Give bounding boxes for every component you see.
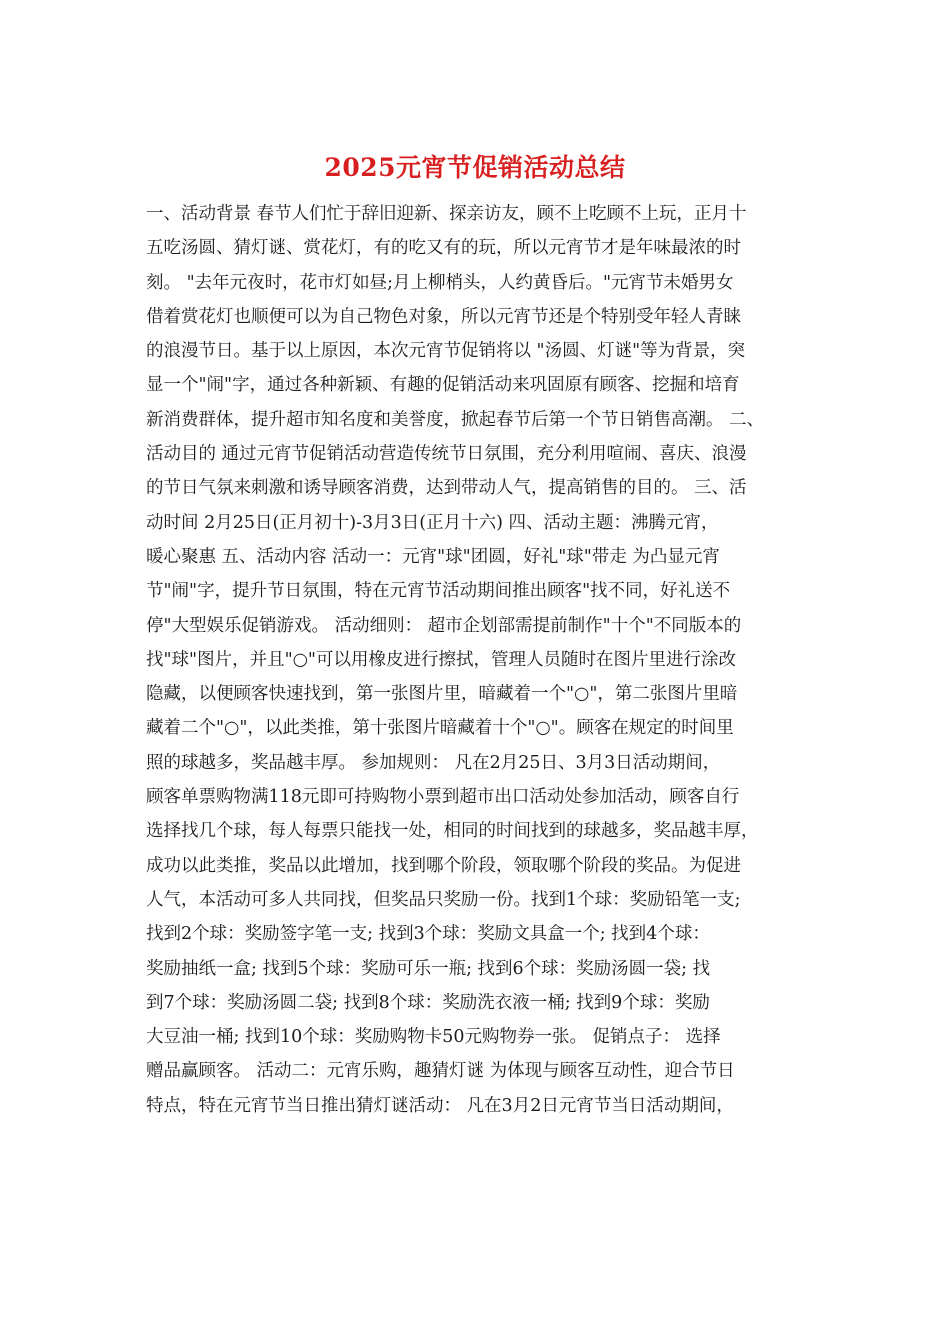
body-line: 的节日气氛来刺激和诱导顾客消费，达到带动人气，提高销售的目的。 三、活 bbox=[146, 478, 747, 499]
body-line: 到7个球：奖励汤圆二袋; 找到8个球：奖励洗衣液一桶; 找到9个球：奖励 bbox=[146, 992, 710, 1013]
body-line: 五吃汤圆、猜灯谜、赏花灯，有的吃又有的玩，所以元宵节才是年味最浓的时 bbox=[146, 238, 741, 259]
body-line: 藏着二个"○"，以此类推，第十张图片暗藏着十个"○"。顾客在规定的时间里 bbox=[146, 718, 734, 739]
body-line: 活动目的 通过元宵节促销活动营造传统节日氛围，充分利用喧闹、喜庆、浪漫 bbox=[146, 444, 747, 465]
body-line: 节"闹"字，提升节日氛围，特在元宵节活动期间推出顾客"找不同，好礼送不 bbox=[146, 581, 731, 602]
body-line: 找到2个球：奖励签字笔一支; 找到3个球：奖励文具盒一个; 找到4个球： bbox=[146, 924, 710, 945]
body-line: 借着赏花灯也顺便可以为自己物色对象，所以元宵节还是个特别受年轻人青睐 bbox=[146, 306, 741, 327]
body-line: 照的球越多，奖品越丰厚。 参加规则： 凡在2月25日、3月3日活动期间， bbox=[146, 752, 721, 773]
body-line: 奖励抽纸一盒; 找到5个球：奖励可乐一瓶; 找到6个球：奖励汤圆一袋; 找 bbox=[146, 958, 711, 979]
body-line: 大豆油一桶; 找到10个球：奖励购物卡50元购物券一张。 促销点子： 选择 bbox=[146, 1027, 721, 1048]
body-line: 的浪漫节日。基于以上原因，本次元宵节促销将以 "汤圆、灯谜"等为背景，突 bbox=[146, 341, 746, 362]
body-line: 动时间 2月25日(正月初十)-3月3日(正月十六) 四、活动主题：沸腾元宵， bbox=[146, 512, 719, 533]
body-line: 选择找几个球，每人每票只能找一处，相同的时间找到的球越多，奖品越丰厚， bbox=[146, 821, 759, 842]
body-line: 新消费群体，提升超市知名度和美誉度，掀起春节后第一个节日销售高潮。 二、 bbox=[146, 409, 765, 430]
document-title: 2025元宵节促销活动总结 bbox=[324, 153, 626, 182]
body-line: 暖心聚惠 五、活动内容 活动一：元宵"球"团圆，好礼"球"带走 为凸显元宵 bbox=[146, 546, 720, 567]
body-line: 刻。 "去年元夜时，花市灯如昼;月上柳梢头，人约黄昏后。"元宵节未婚男女 bbox=[146, 272, 734, 293]
document-body bbox=[146, 197, 806, 1123]
body-line: 找"球"图片，并且"○"可以用橡皮进行擦拭，管理人员随时在图片里进行涂改 bbox=[146, 649, 736, 670]
body-line: 停"大型娱乐促销游戏。 活动细则： 超市企划部需提前制作"十个"不同版本的 bbox=[146, 615, 742, 636]
body-line: 顾客单票购物满118元即可持购物小票到超市出口活动处参加活动，顾客自行 bbox=[146, 787, 740, 808]
body-line: 成功以此类推，奖品以此增加，找到哪个阶段，领取哪个阶段的奖品。为促进 bbox=[146, 855, 741, 876]
body-line: 人气，本活动可多人共同找，但奖品只奖励一份。找到1个球：奖励铅笔一支; bbox=[146, 889, 741, 910]
body-line: 隐藏，以便顾客快速找到，第一张图片里，暗藏着一个"○"，第二张图片里暗 bbox=[146, 684, 738, 705]
body-line: 特点，特在元宵节当日推出猜灯谜活动： 凡在3月2日元宵节当日活动期间， bbox=[146, 1095, 734, 1116]
body-line: 一、活动背景 春节人们忙于辞旧迎新、探亲访友，顾不上吃顾不上玩，正月十 bbox=[146, 204, 747, 224]
body-line: 赠品赢顾客。 活动二：元宵乐购，趣猜灯谜 为体现与顾客互动性，迎合节日 bbox=[146, 1061, 735, 1082]
body-line: 显一个"闹"字，通过各种新颖、有趣的促销活动来巩固原有顾客、挖掘和培育 bbox=[146, 375, 740, 396]
